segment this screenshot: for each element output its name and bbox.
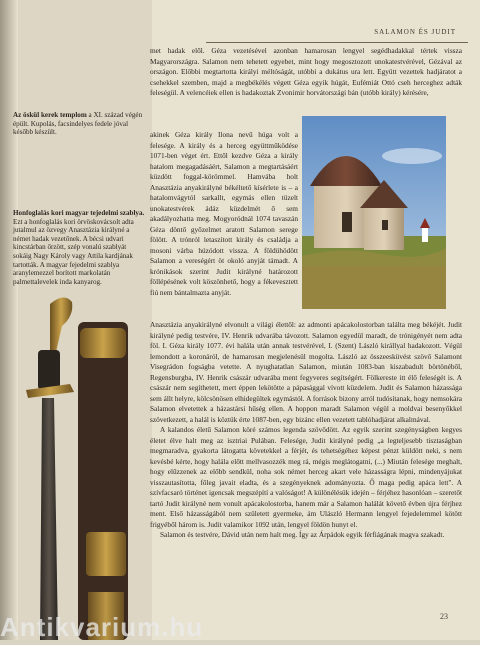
paragraph-left: akinek Géza király Ilona nevű húga volt a felesége. A király és a herceg együttműködése 1071-ben véget ért. Ettől kezdve Géza a király hatalom megagadásáért, Salamon a megtartásáért küzdött foggal-körömmel. Hamvába holt Anasztázia anyakirályné békéltető kísérlete is – a hatalomvágytól sarkallt, egymás ellen tüzelt unokatestvérek ádáz küzdelmét ő sem akadályozhatta meg. Mogyoródnál 1074 tavaszán Géza döntő győzelmet aratott Salamon serege fölött. A trónról letaszított király és családja a mosoni várba húzódott vissza. A földühödött Salamon a vereségért öt okoló anyját támadt. A krónikások szerint Judit királyné határozott föllépésének volt köszönhető, hogy a fékevesztett fiú nem bántalmazta anyját. [150, 130, 298, 297]
running-title: SALAMON ÉS JUDIT [374, 28, 456, 36]
temple-caption-text: a XI. század végén épült. Kupolás, facsindelyes fedele jóval később készült. [13, 111, 143, 137]
round-church-photo [302, 116, 446, 309]
temple-caption-title: Az öskül kerek templom [13, 111, 87, 119]
watermark-text: Antikvarium.hu [0, 612, 204, 642]
temple-caption [13, 111, 145, 137]
page-number: 23 [440, 612, 448, 621]
running-header [206, 28, 468, 43]
sabre-photo [8, 292, 148, 640]
paragraph-legend: A kalandos életű Salamon köré számos legenda szövődött. Az egyik szerint szegényságben kegyes életet élve halt meg az isztriai Pulában. Felesége, Judit királyné pedig „a legteljesebb tisztaságban megmaradva, gyakorta látogatta követekkel a férjét, és tehetségéhez képest pénzt küldött neki, s nem kevésbé kérte, hogy halála előtt mellvasozzék meg rá, mégis meglátogatni, (...) Miután felesége meghalt, hogy elűzzenek az előbb sendkül, noha sok német herceg akart vele házasságra lépni, mindenyájukat visszautasította, főleg javait eladta, és a szegényeknek adományozta. Ő maga pedig apáca lett". A szívfacsaró történet igencsak megszépítí a valóságot! A különélésük idején – férjéhez hasonlóan – szeretőt tartó Judit királyné nem vonult apácakolostorba, hanem már a Salamon halálát követő évben újra férjhez ment. Első házasságából nem született gyermeke, ám Ulászló Hermann lengyel fejedelemmel kötött frigyéből három is. Judit valamikor 1092 után, lengyel földön hunyt el. [150, 425, 462, 529]
sabre-caption-text: Ezt a honfoglalás kori örvöskovácsolt adta jutalmul az özvegy Anasztázia királyné a német hadak vezetőnek. A bécsi udvari kincstárban őrzött, szép vonalú szablyát sokáig Nagy Károly vagy Attila kardjának tartották. A magyar fejedelmi szablya aranylemezzel borított markolatán palmettalevelek inda kanyarog. [13, 217, 134, 286]
paragraph-top: met hadak elől. Géza vezetésével azonban hamarosan lengyel segédhadakkal tértek vissza Magyarországra. Salamon nem tehetett egyebet, mint hogy megosztozott unokatestvérével, Gézával az országon. Előbbi megtartotta királyi méltóságát, utóbbi a dukátus ura lett. Együtt vezettek hadjáratot a csehekkel szemben, majd a megbékélés végett Géza egyik húgát, Eufémiát Ottó cseh herceghez adták feleségül. A velencéiek ellen is hadakoztak Zvonimir horvátországi bán (utóbb király) kérésére, [150, 46, 462, 97]
paragraph-bottom: Anasztázia anyakirályné elvonult a világi élettől: az admonti apácakolostorban találta meg békéjét. Judit királyné pedig testvére, IV. Henrik udvarába távozott. Salamon egyedül maradt, de trónigényét nem adta föl. I. Géza király 1077. évi halála után annak testvérével, I. (Szent) László királlyal hadakozott. Végül lemondott a koronáról, de hamarosan megjelenésül mogolta. László az összeesküvést szövő Salamont Visegrádon fogságba vetette. A nyughatatlan Salamon, miután 1083-ban kiszabadult börtönéből, Regensburgba, IV. Henrik császár udvarába ment fegyveres segítségért. Fölkereste itt élő feleségét is. A császár nem segíthetett, mert éppen lekötötte a pápasággal vívott küzdelem. Judit és Salamon házassága sem állt helyre, kölcsönösen elhidegültek egymástól. A források bizony arról tudósítanak, hogy nemsokára Salamon elvetettek a házastársi hűség ellen. A hoppon maradt Salamon végül a moldvai besenyőkkel szövetkezett, a halál is köztük érte 1087-ben, egy bizánc ellen vezetett tablóhadjárat alkalmával. [150, 320, 462, 424]
body-text-top [150, 46, 462, 99]
sabre-caption [13, 209, 145, 286]
sabre-caption-title: Honfoglalás kori magyar tejedelmi szablya. [13, 209, 145, 217]
paragraph-ending: Salamon és testvére, Dávid után nem halt meg. Így az Árpádok egyik férfiágának magva szakadt. [160, 530, 445, 539]
body-text-beside-photo [150, 130, 298, 298]
body-text-bottom [150, 320, 462, 541]
